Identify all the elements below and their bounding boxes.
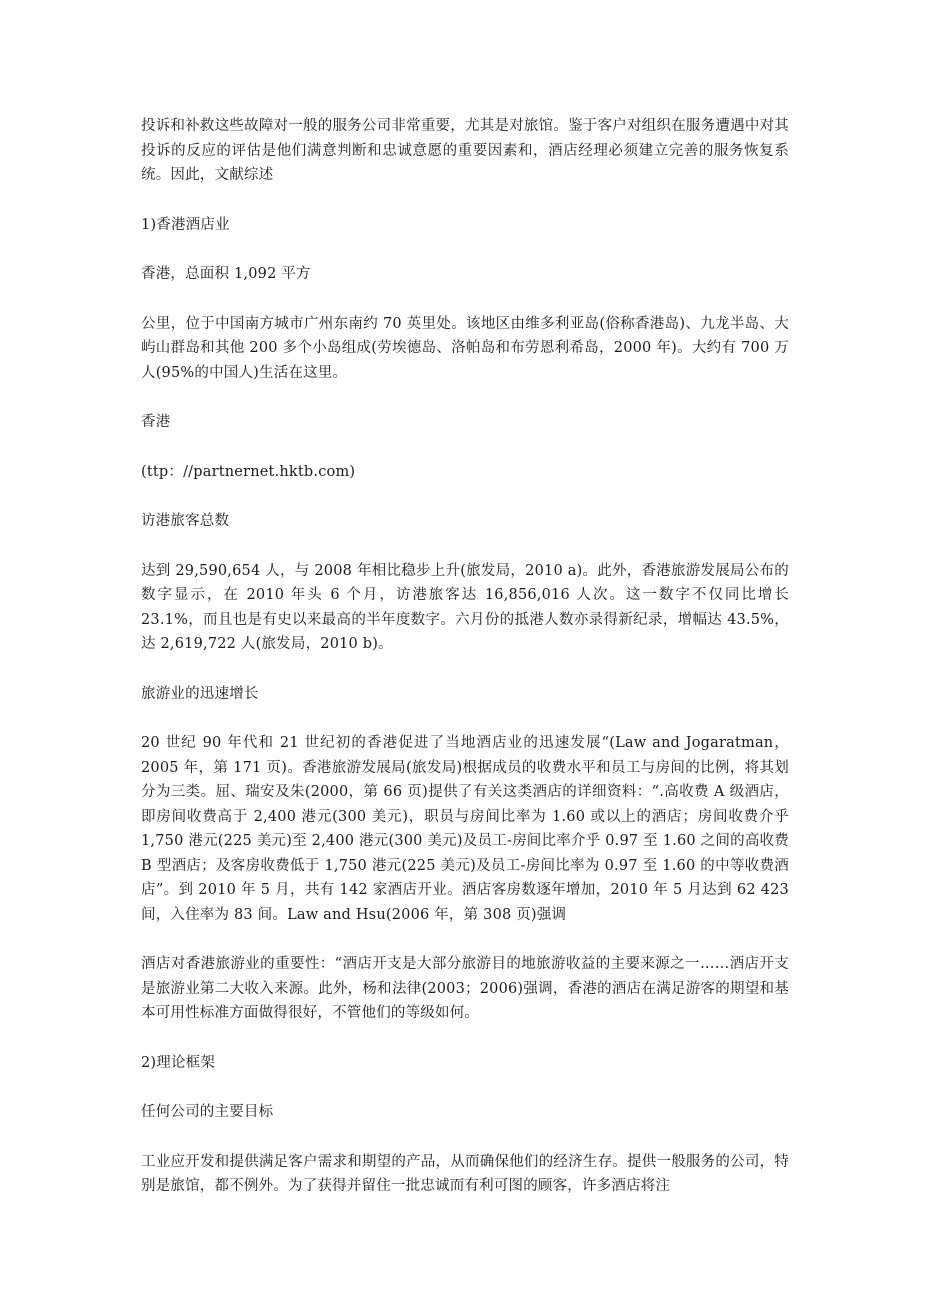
paragraph-hotel-importance: 酒店对香港旅游业的重要性：“酒店开支是大部分旅游目的地旅游收益的主要来源之一……酒店开支是旅游业第二大收入来源。此外，杨和法律(2003；2006)强调，香港的酒店在满足游客的期望和基本可用性标准方面做得很好，不管他们的等级如何。 [141, 956, 789, 1021]
paragraph-hotel-classification: 20 世纪 90 年代和 21 世纪初的香港促进了当地酒店业的迅速发展“(Law and Jogaratman，2005 年，第 171 页)。香港旅游发展局(旅发局)根据成员的收费水平和员工与房间的比例，将其划分为三类。屈、瑞安及朱(2000，第 66 页)提供了有关这类酒店的详细资料：“.高收费 A 级酒店，即房间收费高于 2,400 港元(300 美元)，职员与房间比率为 1.60 或以上的酒店；房间收费介乎 1,750 港元(225 美元)至 2,400 港元(300 美元)及员工-房间比率介乎 0.97 至 1.60 之间的高收费 B 型酒店；及客房收费低于 1,750 港元(225 美元)及员工-房间比率为 0.97 至 1.60 的中等收费酒店”。到 2010 年 5 月，共有 142 家酒店开业。酒店客房数逐年增加，2010 年 5 月达到 62 423 间，入住率为 83 间。Law and Hsu(2006 年，第 308 页)强调 [141, 735, 789, 923]
paragraph-source-url: (ttp：//partnernet.hktb.com) [141, 463, 356, 480]
paragraph-hk-geography: 公里，位于中国南方城市广州东南约 70 英里处。该地区由维多利亚岛(俗称香港岛)、九龙半岛、大屿山群岛和其他 200 多个小岛组成(劳埃德岛、洛帕岛和布劳恩利希岛，2000 年)。大约有 700 万人(95%的中国人)生活在这里。 [141, 315, 789, 381]
section-heading-theoretical-framework: 2)理论框架 [141, 1054, 216, 1071]
paragraph-hk-area: 香港，总面积 1,092 平方 [141, 266, 311, 282]
paragraph-visitor-statistics: 达到 29,590,654 人，与 2008 年相比稳步上升(旅发局，2010 a)。此外，香港旅游发展局公布的数字显示，在 2010 年头 6 个月，访港旅客达 16,856,016 人次。这一数字不仅同比增长 23.1%，而且也是有史以来最高的半年度数字。六月份的抵港人数亦录得新纪录，增幅达 43.5%，达 2,619,722 人(旅发局，2010 b)。 [141, 562, 789, 652]
section-heading-hk-hotel-industry: 1)香港酒店业 [141, 216, 230, 233]
paragraph-industry-products: 工业应开发和提供满足客户需求和期望的产品，从而确保他们的经济生存。提供一般服务的公司，特别是旅馆，都不例外。为了获得并留住一批忠诚而有利可图的顾客，许多酒店将注 [141, 1153, 789, 1194]
paragraph-complaints-intro: 投诉和补救这些故障对一般的服务公司非常重要，尤其是对旅馆。鉴于客户对组织在服务遭遇中对其投诉的反应的评估是他们满意判断和忠诚意愿的重要因素和，酒店经理必须建立完善的服务恢复系统。因此，文献综述 [141, 118, 789, 183]
paragraph-tourism-growth-heading: 旅游业的迅速增长 [141, 685, 259, 702]
paragraph-hk-label: 香港 [141, 414, 171, 430]
paragraph-company-goal-heading: 任何公司的主要目标 [141, 1104, 274, 1120]
document-body [141, 114, 789, 1224]
paragraph-visitor-total-heading: 访港旅客总数 [141, 513, 230, 529]
